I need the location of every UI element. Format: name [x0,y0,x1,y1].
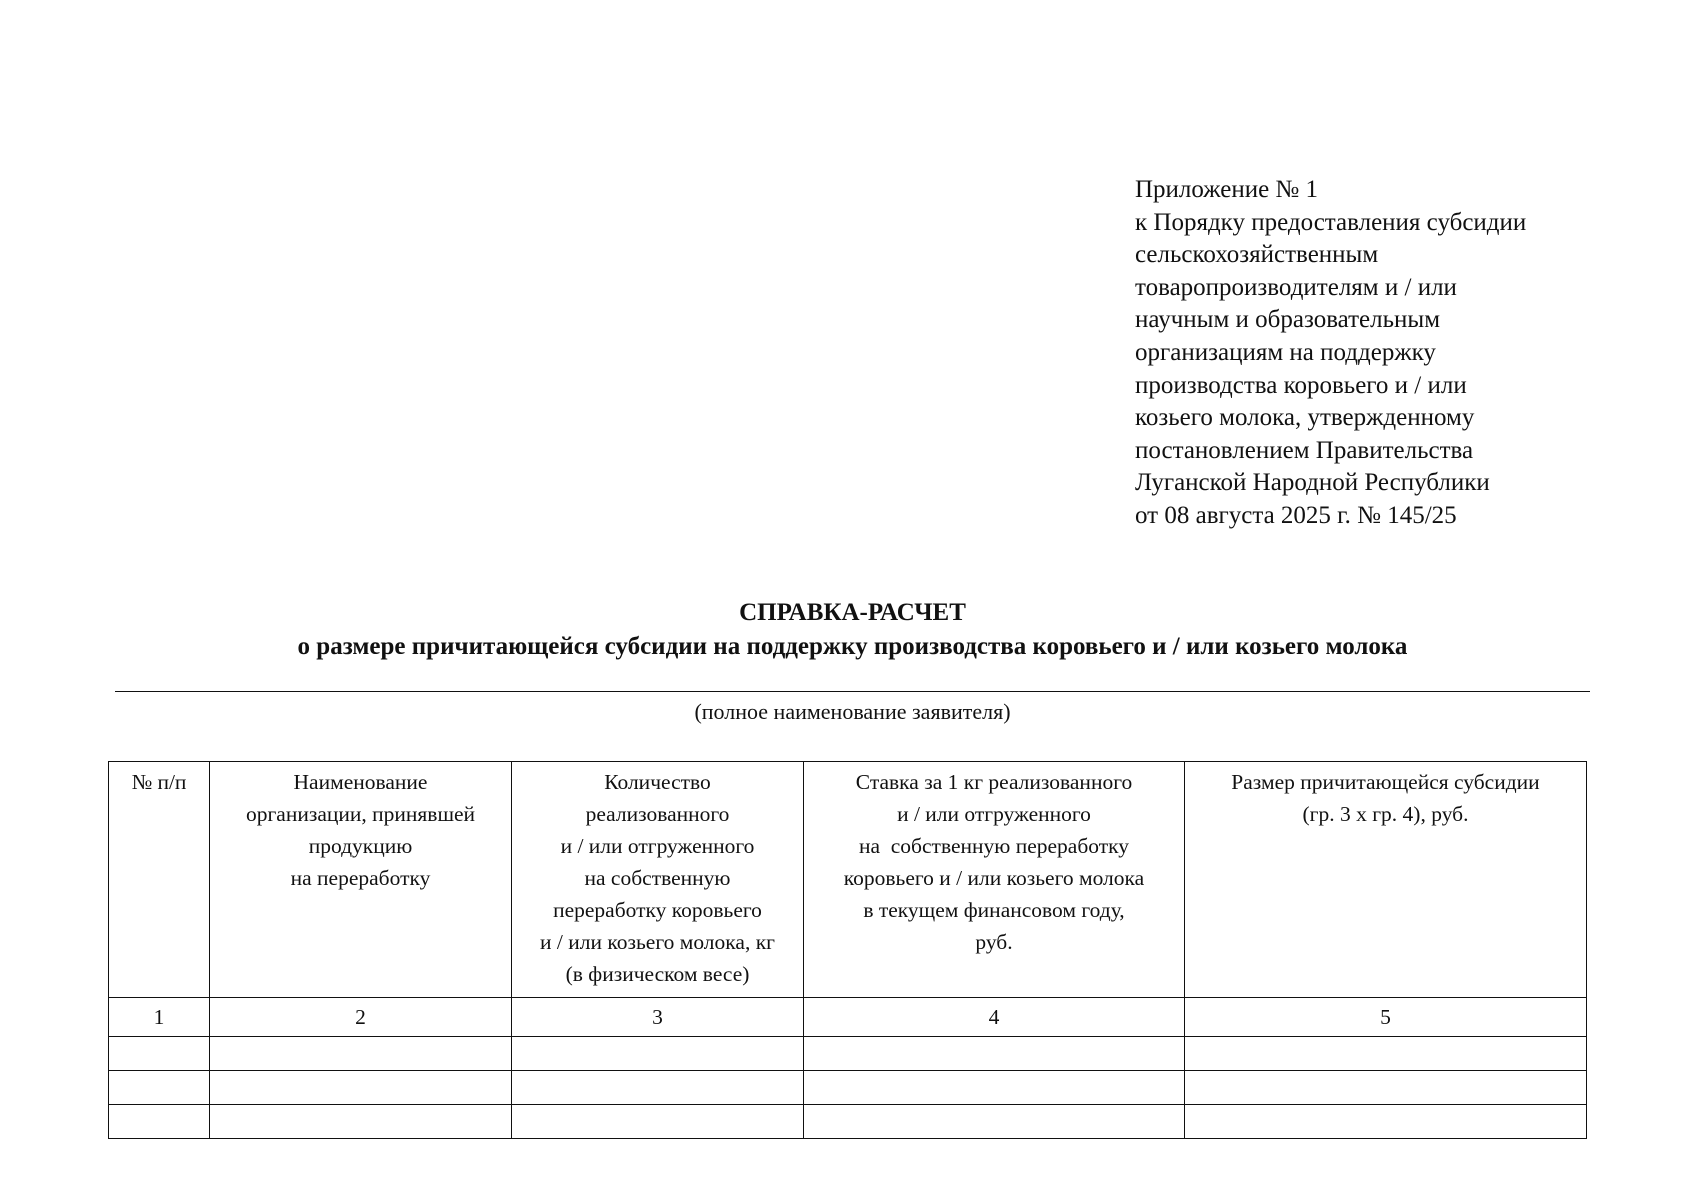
appendix-line: организациям на поддержку [1135,338,1436,366]
header-line: организации, принявшей [245,802,476,826]
appendix-line: Луганской Народной Республики [1135,469,1490,497]
appendix-line: от 08 августа 2025 г. № 145/25 [1135,501,1457,529]
table-row [109,1037,1587,1071]
appendix-line: производства коровьего и / или [1135,371,1467,399]
header-line: продукцию [308,834,413,858]
table-cell[interactable] [804,1105,1185,1139]
table-cell[interactable] [512,1037,804,1071]
header-line: и / или отгруженного [560,834,755,858]
column-number-cell: 1 [109,998,210,1037]
header-line: Количество [604,770,711,794]
table-row [109,1105,1587,1139]
column-number-cell: 4 [804,998,1185,1037]
header-line: реализованного [585,802,730,826]
table-cell[interactable] [109,1105,210,1139]
header-line: коровьего и / или козьего молока [843,866,1145,890]
appendix-note [1135,174,1635,533]
table-cell[interactable] [512,1105,804,1139]
column-number-cell: 2 [210,998,512,1037]
table-cell[interactable] [210,1105,512,1139]
header-cell-organization [210,762,512,998]
calculation-table [108,761,1587,1139]
applicant-name-line[interactable] [115,691,1590,692]
document-title: СПРАВКА-РАСЧЕТ [739,599,966,626]
appendix-line: сельскохозяйственным [1135,241,1379,269]
table-cell[interactable] [1185,1037,1587,1071]
header-line: и / или отгруженного [897,802,1091,826]
applicant-name-caption: (полное наименование заявителя) [694,699,1011,724]
header-line: № п/п [131,770,187,794]
header-line: переработку коровьего [553,898,762,922]
appendix-line: постановлением Правительства [1135,436,1474,464]
appendix-line: Приложение № 1 [1135,176,1319,203]
header-line: на собственную переработку [858,834,1130,858]
appendix-line: научным и образовательным [1135,306,1441,334]
table-cell[interactable] [109,1071,210,1105]
table-cell[interactable] [1185,1071,1587,1105]
header-cell-number [109,762,210,998]
table-cell[interactable] [210,1037,512,1071]
header-line: на переработку [290,866,431,890]
header-cell-quantity [512,762,804,998]
document-subtitle: о размере причитающейся субсидии на поддержку производства коровьего и / или козьего молока [297,633,1408,660]
header-line: (в физическом весе) [565,962,750,986]
header-line: руб. [975,930,1013,954]
header-line: Ставка за 1 кг реализованного [855,770,1133,794]
header-line: Наименование [293,770,428,794]
column-number-row [109,998,1587,1037]
appendix-line: товаропроизводителям и / или [1135,273,1457,301]
header-line: Размер причитающейся субсидии [1231,770,1540,794]
header-cell-rate [804,762,1185,998]
appendix-line: к Порядку предоставления субсидии [1135,208,1527,236]
appendix-line: козьего молока, утвержденному [1135,404,1475,432]
column-number-cell: 3 [512,998,804,1037]
column-number-cell: 5 [1185,998,1587,1037]
header-line: (гр. 3 х гр. 4), руб. [1302,802,1469,826]
table-row [109,1071,1587,1105]
header-cell-subsidy [1185,762,1587,998]
header-line: и / или козьего молока, кг [540,930,775,954]
document-heading [115,598,1590,662]
table-header-row [109,762,1587,998]
table-cell[interactable] [109,1037,210,1071]
table-cell[interactable] [804,1071,1185,1105]
table-cell[interactable] [512,1071,804,1105]
header-line: в текущем финансовом году, [863,898,1125,922]
table-cell[interactable] [804,1037,1185,1071]
header-line: на собственную [584,866,731,890]
table-cell[interactable] [210,1071,512,1105]
table-cell[interactable] [1185,1105,1587,1139]
